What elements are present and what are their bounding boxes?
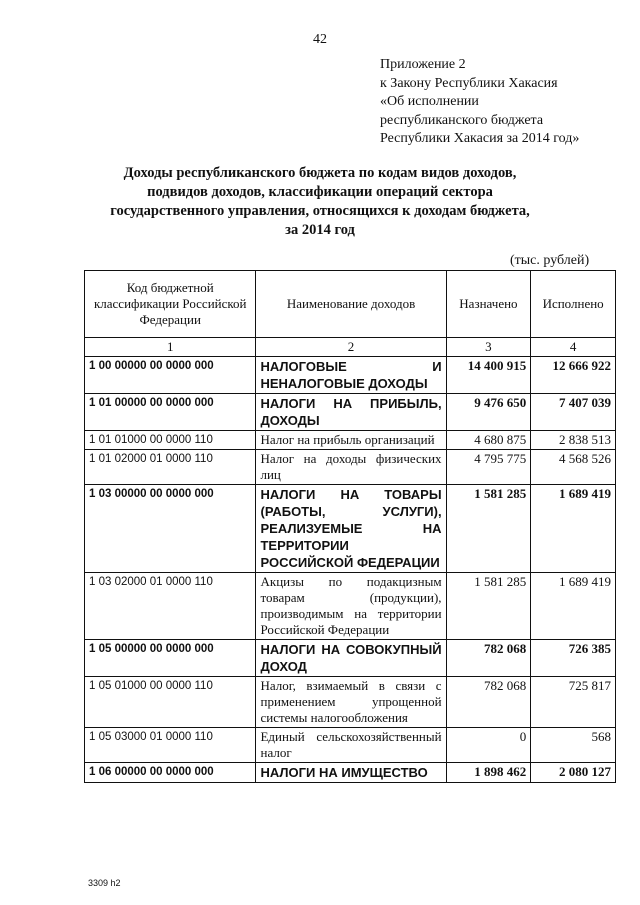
row-code: 1 05 03000 01 0000 110 <box>85 728 256 763</box>
header-name: Наименование доходов <box>256 271 446 338</box>
units-label: (тыс. рублей) <box>510 253 590 268</box>
row-code: 1 01 00000 00 0000 000 <box>85 394 256 431</box>
table-row <box>85 728 616 763</box>
document-title <box>80 164 560 240</box>
row-code: 1 00 00000 00 0000 000 <box>85 357 256 394</box>
row-name: НАЛОГИ НА ТОВАРЫ (РАБОТЫ, УСЛУГИ), РЕАЛИЗУЕМЫЕ НА ТЕРРИТОРИИ РОССИЙСКОЙ ФЕДЕРАЦИИ <box>256 485 446 573</box>
row-name: Налог, взимаемый в связи с применением упрощенной системы налогообложения <box>256 677 446 728</box>
table-row <box>85 485 616 573</box>
row-planned: 782 068 <box>446 677 531 728</box>
appendix-line: к Закону Республики Хакасия <box>380 75 558 91</box>
row-planned: 9 476 650 <box>446 394 531 431</box>
row-code: 1 06 00000 00 0000 000 <box>85 763 256 783</box>
row-planned: 4 795 775 <box>446 450 531 485</box>
column-number: 2 <box>256 338 446 357</box>
header-code: Код бюджетной классификации Российской Федерации <box>85 271 256 338</box>
row-executed: 7 407 039 <box>531 394 616 431</box>
row-executed: 2 080 127 <box>531 763 616 783</box>
table-row <box>85 677 616 728</box>
row-executed: 725 817 <box>531 677 616 728</box>
row-code: 1 05 01000 00 0000 110 <box>85 677 256 728</box>
header-row <box>85 271 616 338</box>
header-executed: Исполнено <box>531 271 616 338</box>
row-planned: 782 068 <box>446 640 531 677</box>
appendix-line: республиканского бюджета <box>380 112 544 128</box>
footer-code: 3309 h2 <box>88 878 121 888</box>
row-planned: 14 400 915 <box>446 357 531 394</box>
appendix-note <box>380 56 579 149</box>
row-code: 1 01 02000 01 0000 110 <box>85 450 256 485</box>
table-row <box>85 357 616 394</box>
title-line: подвидов доходов, классификации операций сектора <box>147 184 493 200</box>
appendix-line: Приложение 2 <box>380 57 466 72</box>
row-name: НАЛОГИ НА ПРИБЫЛЬ, ДОХОДЫ <box>256 394 446 431</box>
column-number: 4 <box>531 338 616 357</box>
row-name: Налог на доходы физических лиц <box>256 450 446 485</box>
appendix-line: Республики Хакасия за 2014 год» <box>380 131 580 146</box>
table-row <box>85 763 616 783</box>
row-name: Налог на прибыль организаций <box>256 431 446 450</box>
table-row <box>85 573 616 640</box>
row-executed: 2 838 513 <box>531 431 616 450</box>
row-name: НАЛОГИ НА СОВОКУПНЫЙ ДОХОД <box>256 640 446 677</box>
title-line: за 2014 год <box>285 222 355 238</box>
row-executed: 726 385 <box>531 640 616 677</box>
revenue-table <box>84 270 616 783</box>
row-executed: 4 568 526 <box>531 450 616 485</box>
column-number-row <box>85 338 616 357</box>
table-row <box>85 394 616 431</box>
row-code: 1 03 00000 00 0000 000 <box>85 485 256 573</box>
row-name: НАЛОГОВЫЕ И НЕНАЛОГОВЫЕ ДОХОДЫ <box>256 357 446 394</box>
row-executed: 12 666 922 <box>531 357 616 394</box>
row-name: Единый сельскохозяйственный налог <box>256 728 446 763</box>
appendix-line: «Об исполнении <box>380 94 479 109</box>
row-planned: 4 680 875 <box>446 431 531 450</box>
row-planned: 0 <box>446 728 531 763</box>
row-executed: 1 689 419 <box>531 573 616 640</box>
row-code: 1 01 01000 00 0000 110 <box>85 431 256 450</box>
row-name: НАЛОГИ НА ИМУЩЕСТВО <box>256 763 446 783</box>
title-line: государственного управления, относящихся к доходам бюджета, <box>110 203 530 219</box>
title-line: Доходы республиканского бюджета по кодам видов доходов, <box>123 165 517 181</box>
page-number: 42 <box>313 32 327 47</box>
table-row <box>85 431 616 450</box>
header-planned: Назначено <box>446 271 531 338</box>
table-row <box>85 450 616 485</box>
row-planned: 1 581 285 <box>446 573 531 640</box>
row-planned: 1 581 285 <box>446 485 531 573</box>
row-executed: 568 <box>531 728 616 763</box>
row-name: Акцизы по подакцизным товарам (продукции), производимым на территории Российской Федерации <box>256 573 446 640</box>
table-row <box>85 640 616 677</box>
row-code: 1 05 00000 00 0000 000 <box>85 640 256 677</box>
row-planned: 1 898 462 <box>446 763 531 783</box>
column-number: 1 <box>85 338 256 357</box>
row-executed: 1 689 419 <box>531 485 616 573</box>
row-code: 1 03 02000 01 0000 110 <box>85 573 256 640</box>
column-number: 3 <box>446 338 531 357</box>
